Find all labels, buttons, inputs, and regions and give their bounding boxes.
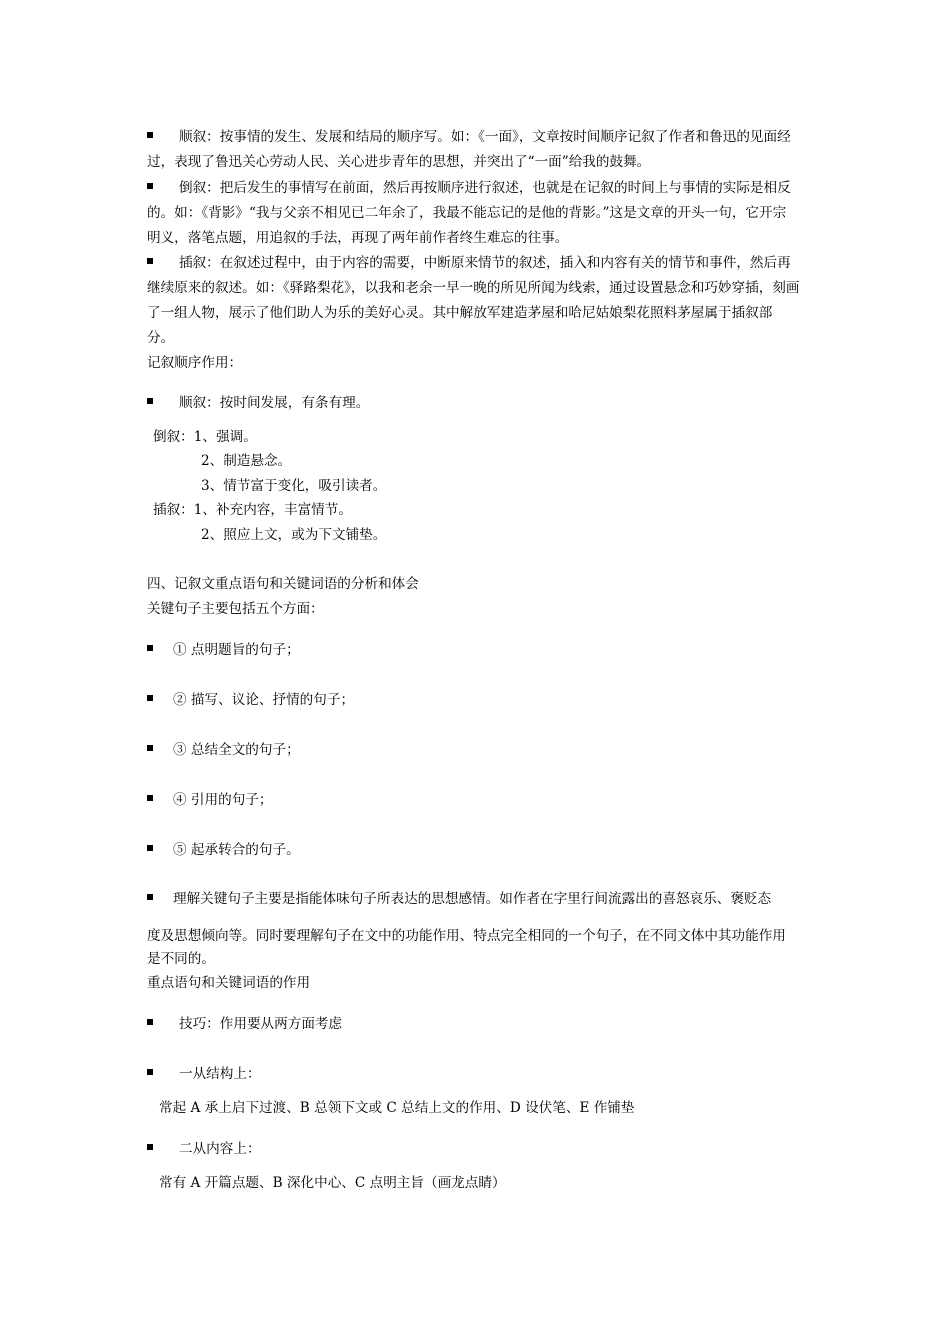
key-sentence-text: ④ 引用的句子； [173,792,273,808]
key-sentences-intro: 关键句子主要包括五个方面： [147,601,324,617]
key-sentence-item [147,690,354,710]
shunxu-function-line [147,393,369,413]
role-heading: 重点语句和关键词语的作用 [147,975,311,991]
daoxu-paragraph-line-2: 的。如：《背影》“我与父亲不相见已二年余了，我最不能忘记的是他的背影。”这是文章的开头一句，它开宗 [147,205,787,221]
daoxu-function-2: 2、制造悬念。 [201,453,292,469]
structure-heading-line [147,1064,261,1084]
square-bullet-icon [147,745,153,751]
key-sentence-item [147,840,300,860]
square-bullet-icon [147,845,153,851]
key-sentence-item [147,790,272,810]
shunxu-function-text: 顺叙：按时间发展，有条有理。 [179,395,370,411]
square-bullet-icon [147,132,153,138]
shunxu-paragraph-line-1 [147,127,791,147]
order-function-heading: 记叙顺序作用： [147,355,243,371]
key-sentence-item [147,740,300,760]
chaxu-paragraph-line-4: 分。 [147,330,175,346]
key-sentence-item [147,640,300,660]
tip-text: 技巧：作用要从两方面考虑 [179,1016,343,1032]
square-bullet-icon [147,645,153,651]
key-sentence-text: ⑤ 起承转合的句子。 [173,842,300,858]
shunxu-text: 顺叙：按事情的发生、发展和结局的顺序写。如：《一面》，文章按时间顺序记叙了作者和鲁迅的见面经 [179,129,791,145]
square-bullet-icon [147,894,153,900]
square-bullet-icon [147,1019,153,1025]
daoxu-text: 倒叙：把后发生的事情写在前面，然后再按顺序进行叙述，也就是在记叙的时间上与事情的实际是相反 [179,180,791,196]
chaxu-paragraph-line-3: 了一组人物，展示了他们助人为乐的美好心灵。其中解放军建造茅屋和哈尼姑娘梨花照料茅屋属于插叙部 [147,305,773,321]
chaxu-function-2: 2、照应上文，或为下文铺垫。 [201,527,387,543]
content-heading-line [147,1139,261,1159]
square-bullet-icon [147,1069,153,1075]
understanding-paragraph-line-3: 是不同的。 [147,951,215,967]
square-bullet-icon [147,795,153,801]
content-heading-text: 二从内容上： [179,1141,261,1157]
structure-detail: 常起 A 承上启下过渡、B 总领下文或 C 总结上文的作用、D 设伏笔、E 作铺垫 [159,1100,635,1116]
chaxu-paragraph-line-1 [147,253,791,273]
key-sentence-text: ① 点明题旨的句子； [173,642,300,658]
daoxu-paragraph-line-3: 明义，落笔点题，用追叙的手法，再现了两年前作者终生难忘的往事。 [147,230,569,246]
tip-line [147,1014,342,1034]
understanding-paragraph-line-1 [147,889,771,909]
daoxu-paragraph-line-1 [147,178,791,198]
key-sentence-text: ② 描写、议论、抒情的句子； [173,692,355,708]
content-detail: 常有 A 开篇点题、B 深化中心、C 点明主旨（画龙点睛） [159,1175,506,1191]
understanding-paragraph-line-2: 度及思想倾向等。同时要理解句子在文中的功能作用、特点完全相同的一个句子，在不同文体中其功能作用 [147,928,786,944]
square-bullet-icon [147,1144,153,1150]
square-bullet-icon [147,398,153,404]
structure-heading-text: 一从结构上： [179,1066,261,1082]
section-four-heading: 四、记叙文重点语句和关键词语的分析和体会 [147,576,419,592]
square-bullet-icon [147,183,153,189]
understanding-text: 理解关键句子主要是指能体味句子所表达的思想感情。如作者在字里行间流露出的喜怒哀乐、褒贬态 [173,891,772,907]
daoxu-function-1: 倒叙：1、强调。 [153,429,257,445]
daoxu-function-3: 3、情节富于变化，吸引读者。 [201,478,387,494]
square-bullet-icon [147,695,153,701]
shunxu-paragraph-line-2: 过，表现了鲁迅关心劳动人民、关心进步青年的思想，并突出了“一面”给我的鼓舞。 [147,154,651,170]
key-sentence-text: ③ 总结全文的句子； [173,742,300,758]
chaxu-function-1: 插叙：1、补充内容，丰富情节。 [153,502,352,518]
square-bullet-icon [147,258,153,264]
chaxu-paragraph-line-2: 继续原来的叙述。如：《驿路梨花》，以我和老余一早一晚的所见所闻为线索，通过设置悬念和巧妙穿插，刻画 [147,280,800,296]
chaxu-text: 插叙：在叙述过程中，由于内容的需要，中断原来情节的叙述，插入和内容有关的情节和事件，然后再 [179,255,791,271]
